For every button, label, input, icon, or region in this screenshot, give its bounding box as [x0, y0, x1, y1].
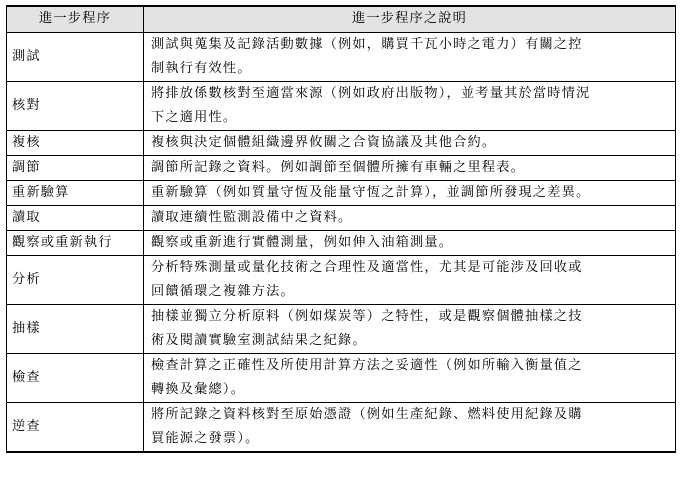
table-header-row — [7, 6, 676, 32]
description-line: 制執行有效性。 — [151, 60, 252, 76]
description-cell — [144, 32, 676, 81]
table-row — [7, 255, 676, 304]
description-cell — [144, 353, 676, 402]
step-cell: 抽樣 — [7, 304, 144, 353]
step-cell: 複核 — [7, 130, 144, 155]
table-row — [7, 205, 676, 230]
table-row — [7, 130, 676, 155]
step-cell: 觀察或重新執行 — [7, 230, 144, 255]
description-line: 買能源之發票）。 — [151, 430, 260, 446]
header-description: 進一步程序之說明 — [144, 6, 676, 32]
table-row — [7, 304, 676, 353]
description-line: 調節所記錄之資料。例如調節至個體所擁有車輛之里程表。 — [151, 159, 526, 175]
table-row — [7, 353, 676, 402]
description-line: 術及閱讀實驗室測試結果之紀錄。 — [151, 332, 367, 348]
step-cell: 重新驗算 — [7, 180, 144, 205]
description-line: 將所記錄之資料核對至原始憑證（例如生產紀錄、燃料使用紀錄及購 — [151, 406, 583, 422]
description-line: 複核與決定個體組織邊界攸關之合資協議及其他合約。 — [151, 134, 497, 150]
description-cell — [144, 155, 676, 180]
step-cell: 逆查 — [7, 402, 144, 452]
step-cell: 核對 — [7, 81, 144, 130]
description-line: 將排放係數核對至適當來源（例如政府出版物），並考量其於當時情況 — [151, 85, 591, 101]
description-line: 下之適用性。 — [151, 109, 238, 125]
description-line: 重新驗算（例如質量守恆及能量守恆之計算），並調節所發現之差異。 — [151, 184, 591, 200]
description-line: 測試與蒐集及記錄活動數據（例如，購買千瓦小時之電力）有關之控 — [151, 36, 583, 52]
table-row — [7, 32, 676, 81]
description-cell — [144, 180, 676, 205]
table-row — [7, 402, 676, 452]
step-cell: 分析 — [7, 255, 144, 304]
description-line: 讀取連續性監測設備中之資料。 — [151, 209, 353, 225]
step-cell: 檢查 — [7, 353, 144, 402]
description-cell — [144, 130, 676, 155]
description-line: 轉換及彙總）。 — [151, 381, 246, 397]
table-row — [7, 230, 676, 255]
description-line: 回饋循環之複雜方法。 — [151, 283, 295, 299]
description-cell — [144, 81, 676, 130]
table-row — [7, 155, 676, 180]
description-cell — [144, 304, 676, 353]
further-procedures-table — [6, 5, 676, 453]
step-cell: 調節 — [7, 155, 144, 180]
description-cell — [144, 230, 676, 255]
description-line: 抽樣並獨立分析原料（例如煤炭等）之特性，或是觀察個體抽樣之技 — [151, 308, 583, 324]
description-line: 觀察或重新進行實體測量，例如伸入油箱測量。 — [151, 234, 454, 250]
table-row — [7, 180, 676, 205]
description-line: 檢查計算之正確性及所使用計算方法之妥適性（例如所輸入衡量值之 — [151, 357, 583, 373]
procedures-table-container — [6, 5, 675, 453]
step-cell: 讀取 — [7, 205, 144, 230]
description-cell — [144, 255, 676, 304]
description-line: 分析特殊測量或量化技術之合理性及適當性，尤其是可能涉及回收或 — [151, 259, 583, 275]
step-cell: 測試 — [7, 32, 144, 81]
table-row — [7, 81, 676, 130]
description-cell — [144, 402, 676, 452]
description-cell — [144, 205, 676, 230]
header-step: 進一步程序 — [7, 6, 144, 32]
